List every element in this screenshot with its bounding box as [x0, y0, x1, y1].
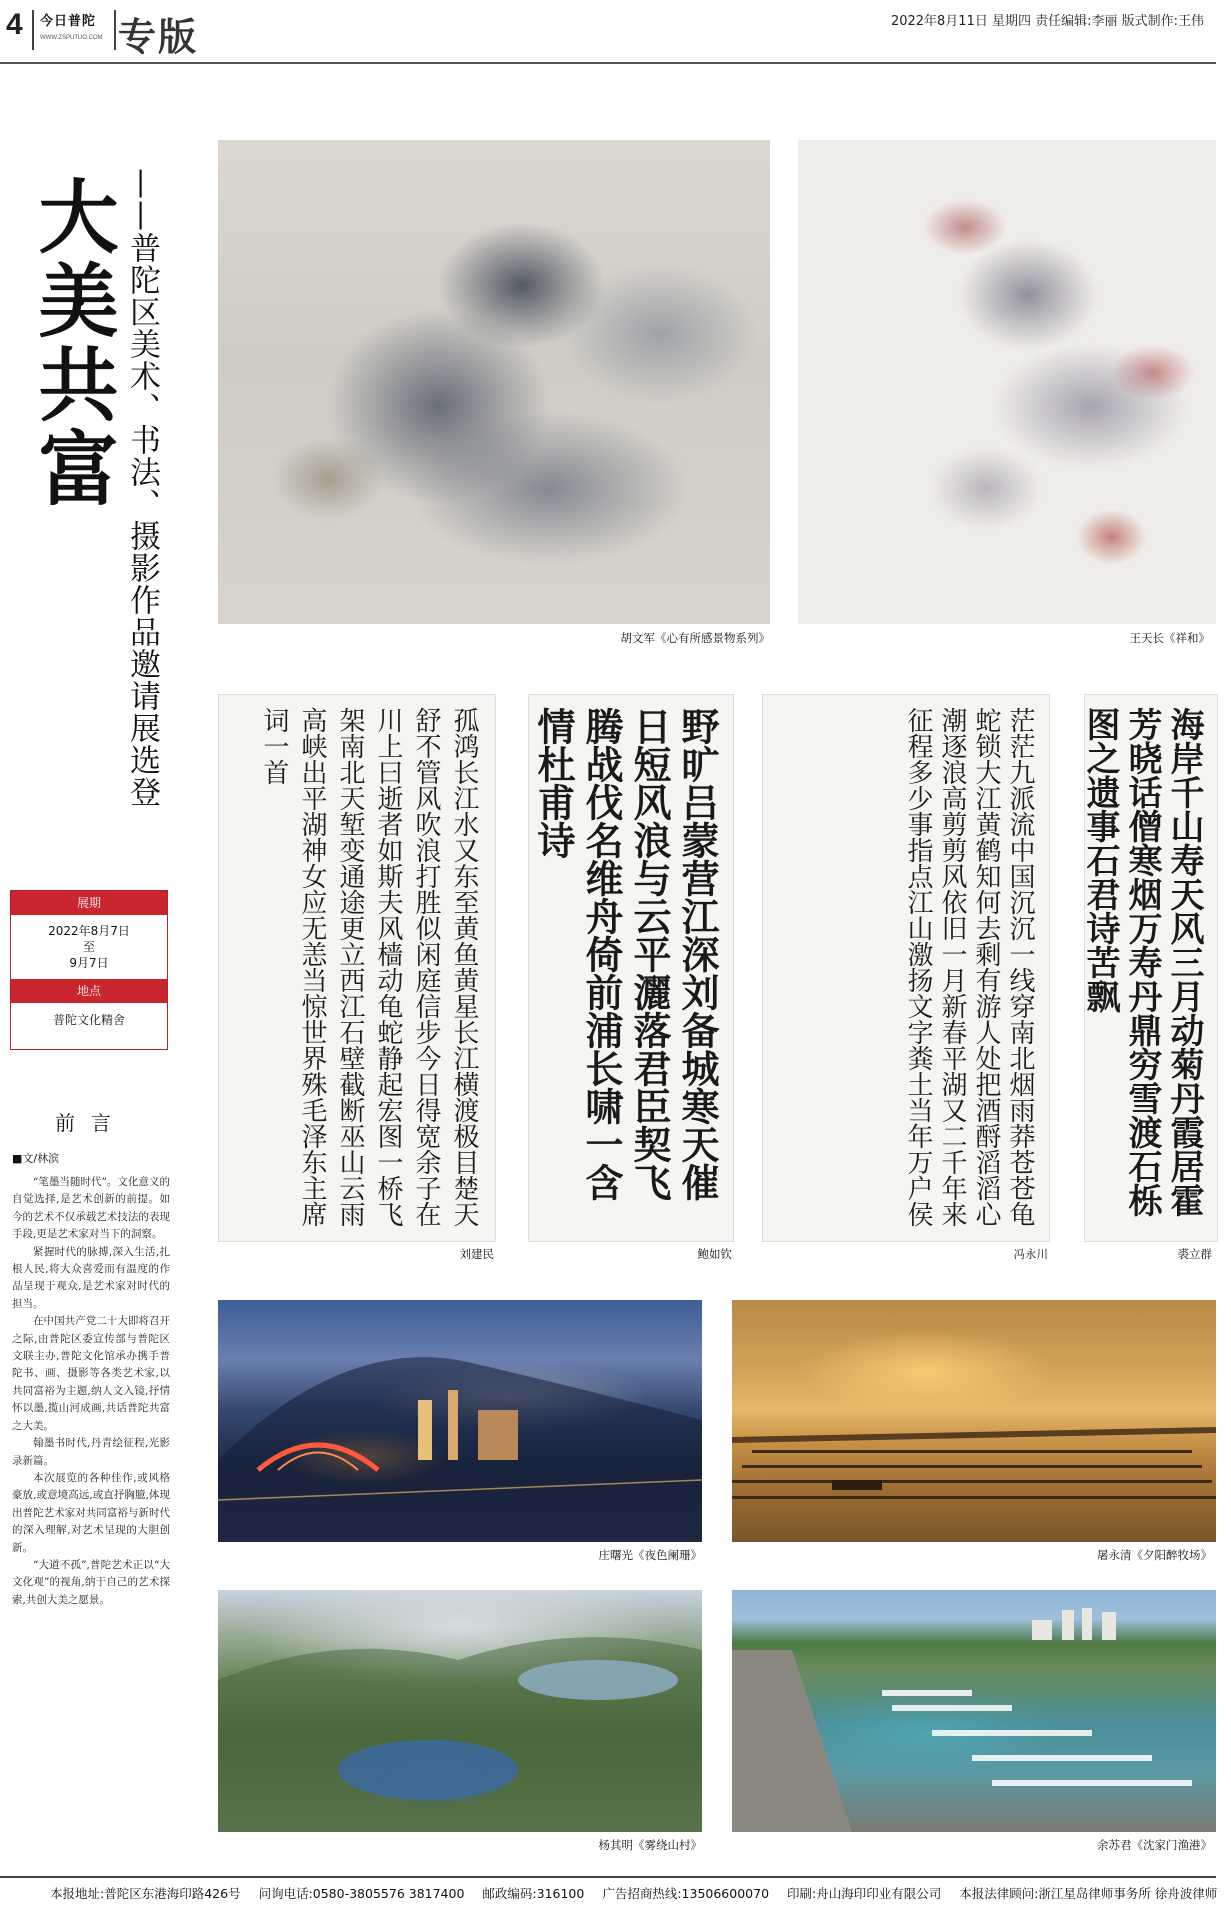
header-meta: 2022年8月11日 星期四 责任编辑:李丽 版式制作:王伟: [890, 14, 1204, 29]
page-footer: [0, 1876, 1216, 1906]
preface-paragraph: 翰墨书时代,丹青绘征程,光影录新篇。: [12, 1437, 170, 1467]
photo-fishing-port: [732, 1590, 1216, 1832]
photo3-art: [218, 1590, 702, 1832]
photo3-caption: 杨其明《雾绕山村》: [598, 1838, 702, 1852]
painting-wang-tianchang: [798, 140, 1216, 624]
photo2-caption: 屠永清《夕阳醉牧场》: [1097, 1548, 1212, 1562]
photo-misty-village: [218, 1590, 702, 1832]
preface-title: 前言: [55, 1111, 127, 1135]
preface-paragraph: “笔墨当随时代”。文化意义的自觉选择,是艺术创新的前提。如今的艺术不仅承载艺术技法的表现手段,更是艺术家对当下的洞察。: [12, 1176, 170, 1241]
painting1-caption: 胡文军《心有所感景物系列》: [620, 631, 770, 645]
page-number: 4: [6, 8, 23, 41]
calligraphy-bao-ruqin: [528, 694, 734, 1242]
page-header: [0, 0, 1216, 64]
footer-ads: 广告招商热线:13506600070: [602, 1886, 770, 1901]
photo-night-scene: [218, 1300, 702, 1542]
period-dates: [11, 915, 167, 979]
photo1-art: [218, 1300, 702, 1542]
newspaper-logo: [32, 10, 116, 50]
logo-text: 今日普陀: [40, 14, 97, 29]
logo-url: WWW.ZSPUTUO.COM: [40, 35, 103, 41]
photo4-art: [732, 1590, 1216, 1832]
calligraphy-qiu-liqun: [1080, 694, 1218, 1242]
photo1-caption: 庄曙光《夜色阑珊》: [598, 1548, 702, 1562]
date-to-word: 至: [82, 940, 95, 954]
date-to: 9月7日: [69, 956, 109, 970]
calligraphy-text: 孤鸿长江水又东至黄鱼黄星长江横渡极目楚天舒不管风吹浪打胜似闲庭信步今日得宽余子在川上曰逝者如斯夫风樯动龟蛇静起宏图一桥飞架南北天堑变通途更立西江石壁截断巫山云雨高峡出平湖神女应无恙当惊世界殊毛泽东主席词一首: [259, 707, 479, 1227]
calligraphy1-caption: 刘建民: [459, 1247, 494, 1261]
calligraphy-text: 海岸千山寿天风三月动菊丹霞居霍芳晓话僧寒烟万寿丹鼎穷雪渡石栎图之遗事石君诗苦飘: [1080, 707, 1204, 1217]
main-title: 大美共富: [25, 175, 119, 511]
photo4-caption: 余苏君《沈家门渔港》: [1097, 1838, 1212, 1852]
footer-address: 本报地址:普陀区东港海印路426号: [50, 1886, 241, 1901]
section-name: 专版: [118, 15, 199, 59]
footer-phone: 问询电话:0580-3805576 3817400: [258, 1886, 465, 1901]
preface-paragraph: 本次展览的各种佳作,或风格豪放,或意境高远,或直抒胸臆,体现出普陀艺术家对共同富裕与新时代的深入理解,对艺术呈现的大胆创新。: [12, 1471, 170, 1554]
preface-body: [12, 1174, 170, 1609]
photo-sunset-ranch: [732, 1300, 1216, 1542]
subtitle: ——普陀区美术、书法、摄影作品邀请展选登: [124, 168, 160, 808]
photo2-art: [732, 1300, 1216, 1542]
calligraphy4-caption: 裘立群: [1177, 1247, 1212, 1261]
preface-paragraph: 紧握时代的脉搏,深入生活,扎根人民,将大众喜爱而有温度的作品呈现于观众,是艺术家对时代的担当。: [12, 1245, 170, 1310]
date-from: 2022年8月7日: [48, 924, 130, 938]
preface-paragraph: “大道不孤”,普陀艺术正以“大文化观”的视角,纳于自己的艺术探索,共创大美之愿景。: [12, 1558, 170, 1606]
preface-author: ■文/林滨: [12, 1152, 60, 1165]
location-label: 地点: [11, 979, 167, 1003]
calligraphy-liu-jianmin: [218, 694, 496, 1242]
exhibition-info-box: [10, 890, 168, 1050]
footer-legal: 本报法律顾问:浙江星岛律师事务所 徐舟波律师: [959, 1886, 1218, 1901]
calligraphy3-caption: 冯永川: [1013, 1247, 1048, 1261]
footer-text: [50, 1884, 1231, 1902]
calligraphy2-caption: 鲍如钦: [697, 1247, 732, 1261]
calligraphy-feng-yongchuan: [762, 694, 1050, 1242]
calligraphy-text: 茫茫九派流中国沉沉一线穿南北烟雨莽苍苍龟蛇锁大江黄鹤知何去剩有游人处把酒酹滔滔心潮逐浪高剪剪风依旧一月新春平湖又二千年来征程多少事指点江山激扬文字粪土当年万户侯: [903, 707, 1035, 1227]
period-label: 展期: [11, 891, 167, 915]
footer-printer: 印刷:舟山海印印业有限公司: [787, 1886, 942, 1901]
painting-hu-wenjun: [218, 140, 770, 624]
preface-paragraph: 在中国共产党二十大即将召开之际,由普陀区委宣传部与普陀区文联主办,普陀文化馆承办携手普陀书、画、摄影等各类艺术家,以共同富裕为主题,纳人文入镜,抒情怀以墨,揽山河成画,共话普陀共富之大美。: [12, 1315, 170, 1432]
calligraphy-text: 野旷吕蒙营江深刘备城寒天催日短风浪与云平灑落君臣契飞腾战伐名维舟倚前浦长啸一含情杜甫诗: [531, 707, 720, 1201]
location-value: 普陀文化精舍: [52, 1013, 125, 1027]
painting2-caption: 王天长《祥和》: [1129, 631, 1210, 645]
footer-postcode: 邮政编码:316100: [482, 1886, 585, 1901]
